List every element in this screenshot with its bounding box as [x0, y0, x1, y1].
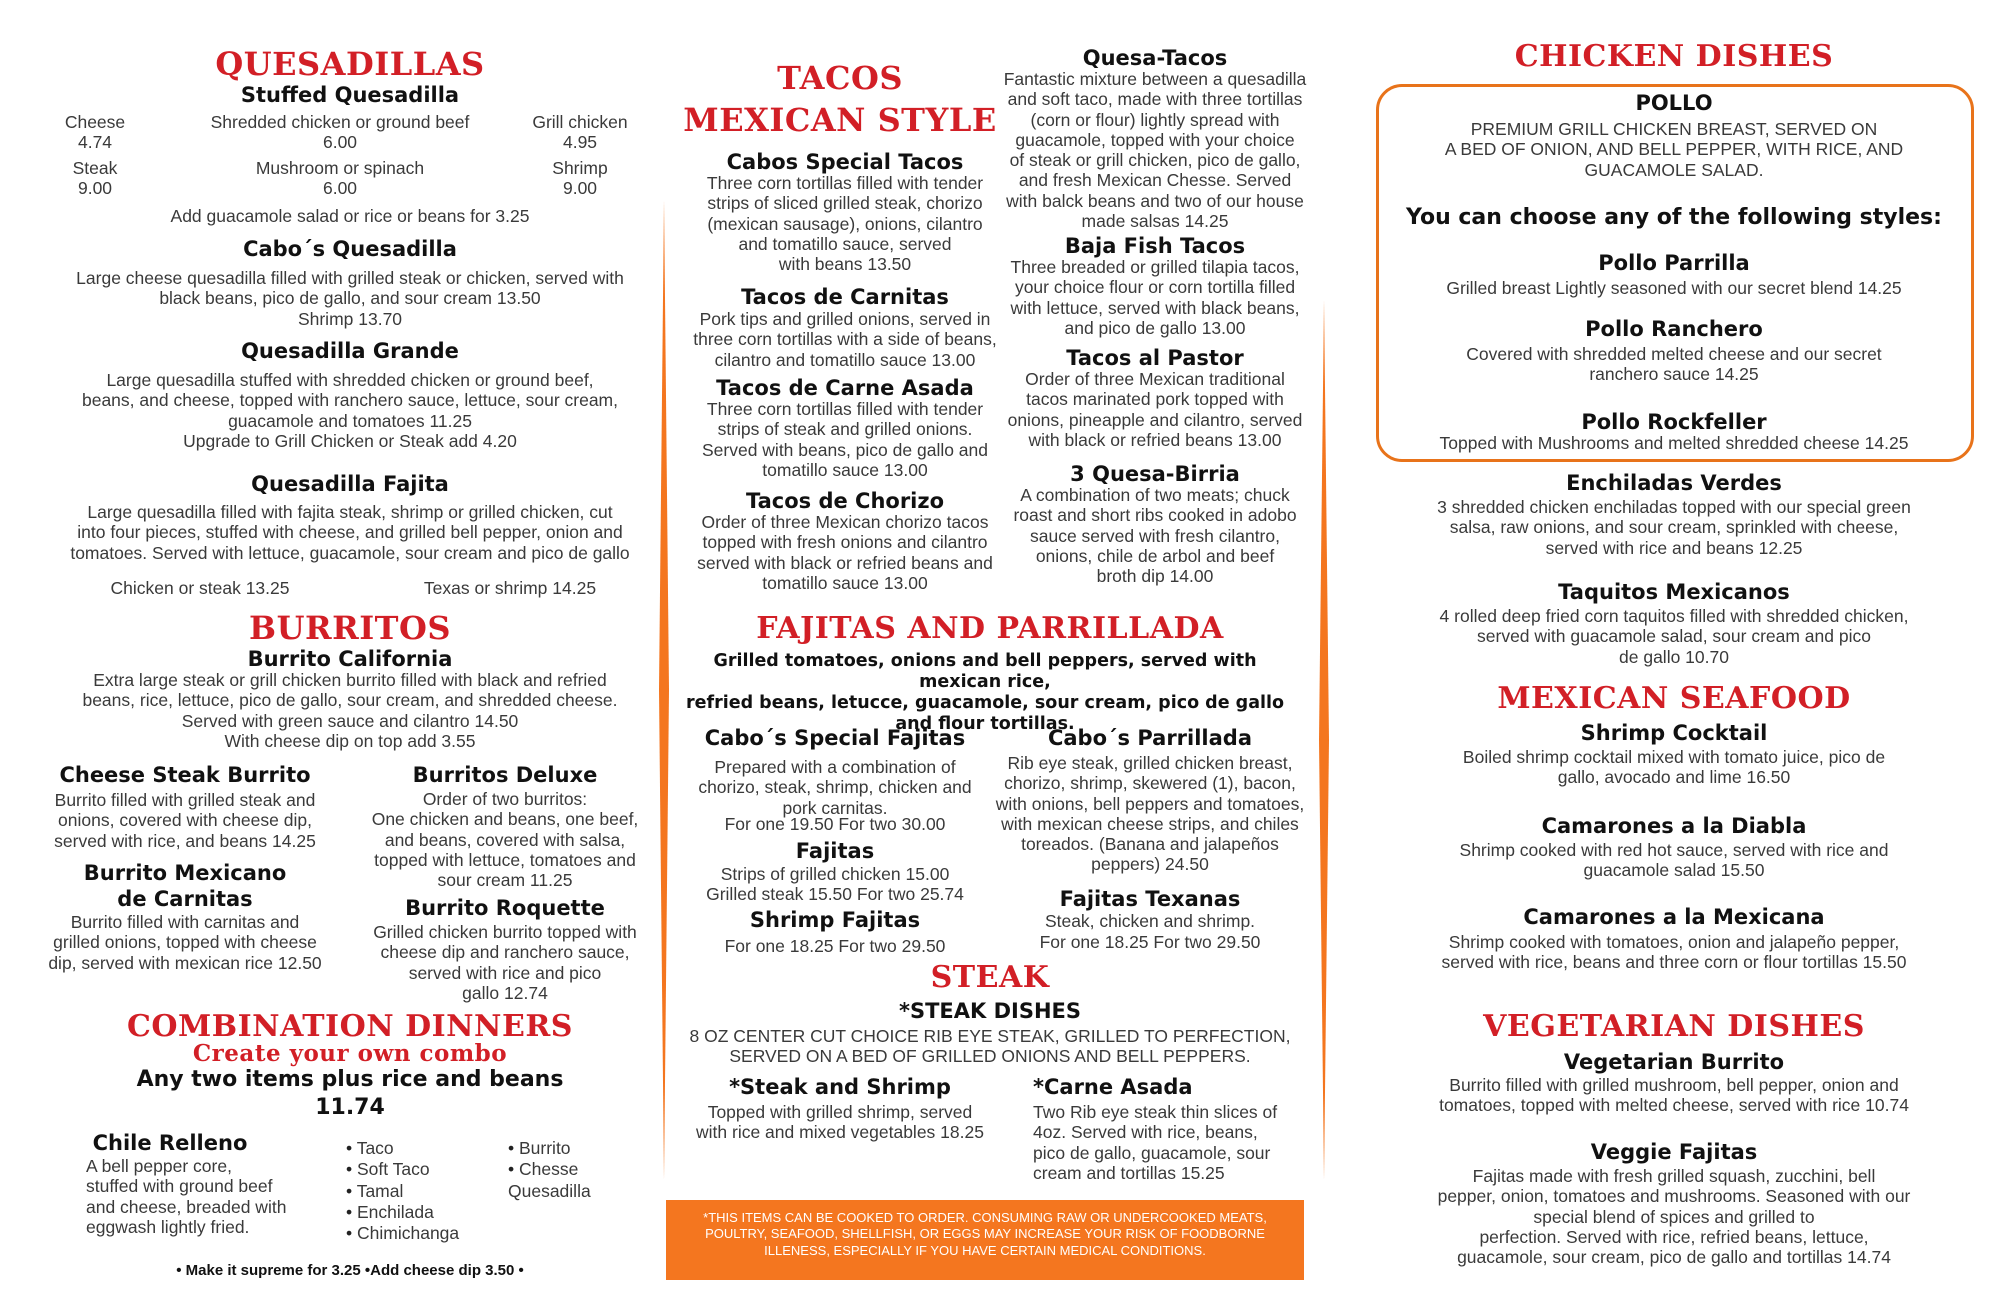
option-mushroom-label: Mushroom or spinach	[255, 158, 425, 178]
tacos-carnitas-title: Tacos de Carnitas	[741, 285, 949, 309]
carne-asada-title: *Carne Asada	[1033, 1075, 1193, 1099]
burrito-carnitas-title-2: de Carnitas	[117, 887, 253, 911]
cheese-steak-burrito-desc: Burrito filled with grilled steak and onions, covered with cheese dip, served with rice, and beans 14.25	[54, 790, 316, 851]
enchiladas-verdes-desc: 3 shredded chicken enchiladas topped with our special green salsa, raw onions, and sour cream, sprinkled with cheese, served with rice and beans 12.25	[1437, 497, 1911, 558]
shrimp-fajitas-title: Shrimp Fajitas	[749, 908, 921, 932]
enchiladas-verdes-title: Enchiladas Verdes	[1566, 471, 1782, 495]
quesadillas-heading: QUESADILLAS	[215, 45, 485, 83]
cabos-quesadilla-desc: Large cheese quesadilla filled with grilled steak or chicken, served with black beans, pico de gallo, and sour cream 13.50 Shrimp 13.70	[76, 268, 624, 329]
tacos-pastor-title: Tacos al Pastor	[1066, 346, 1244, 370]
quesa-birria-desc: A combination of two meats; chuck roast and short ribs cooked in adobo sauce served with fresh cilantro, onions, chile de arbol and beef broth dip 14.00	[1013, 485, 1297, 587]
option-cheese-price: 4.74	[77, 132, 113, 152]
raw-food-disclaimer: *THIS ITEMS CAN BE COOKED TO ORDER. CONSUMING RAW OR UNDERCOOKED MEATS, POULTRY, SEAFOOD, SHELLFISH, OR EGGS MAY INCREASE YOUR RISK OF FOODBORNE ILLENESS, ESPECIALLY IF YOU HAVE CERTAIN MEDICAL CONDITIONS.	[666, 1200, 1304, 1280]
mexicana-title: Camarones a la Mexicana	[1523, 905, 1825, 929]
burrito-roquette-title: Burrito Roquette	[405, 896, 605, 920]
choose-styles-line: You can choose any of the following styles:	[1406, 205, 1942, 230]
option-shrimp-label: Shrimp	[552, 158, 608, 178]
quesa-birria-title: 3 Quesa-Birria	[1070, 462, 1240, 486]
stuffed-quesadilla-title: Stuffed Quesadilla	[240, 83, 460, 107]
combo-item: • Tamal	[346, 1181, 496, 1202]
pollo-parrilla-desc: Grilled breast Lightly seasoned with our secret blend 14.25	[1446, 278, 1902, 298]
burritos-deluxe-title: Burritos Deluxe	[412, 763, 598, 787]
combination-price: 11.74	[315, 1095, 385, 1120]
cabos-special-fajitas-title: Cabo´s Special Fajitas	[704, 726, 966, 750]
stuffed-addon: Add guacamole salad or rice or beans for 3.25	[170, 206, 530, 226]
cabos-special-fajitas-desc: Prepared with a combination of chorizo, steak, shrimp, chicken and pork carnitas.	[698, 757, 972, 818]
combo-list-b	[508, 1138, 618, 1202]
diabla-desc: Shrimp cooked with red hot sauce, served with rice and guacamole salad 15.50	[1459, 840, 1889, 881]
quesadilla-fajita-desc: Large quesadilla filled with fajita steak, shrimp or grilled chicken, cut into four pieces, stuffed with cheese, and grilled bell pepper, onion and tomatoes. Served with lettuce, guacamole, sour cream and pico de gallo	[70, 502, 630, 563]
combo-item: • Enchilada	[346, 1202, 496, 1223]
combination-line: Any two items plus rice and beans	[136, 1067, 564, 1092]
option-mushroom-price: 6.00	[322, 178, 358, 198]
option-shredded-price: 6.00	[322, 132, 358, 152]
quesadilla-grande-title: Quesadilla Grande	[241, 339, 459, 363]
combination-footer: • Make it supreme for 3.25 •Add cheese dip 3.50 •	[176, 1262, 524, 1279]
tacos-asada-title: Tacos de Carne Asada	[716, 376, 974, 400]
fajita-price-chicken: Chicken or steak 13.25	[110, 578, 290, 598]
option-grill-chicken-price: 4.95	[562, 132, 598, 152]
shrimp-fajitas-price: For one 18.25 For two 29.50	[724, 936, 946, 956]
combo-item: • Burrito	[508, 1138, 618, 1159]
option-cheese-label: Cheese	[64, 112, 126, 132]
fajitas-texanas-desc: Steak, chicken and shrimp.	[1044, 911, 1256, 931]
tacos-chorizo-desc: Order of three Mexican chorizo tacos topped with fresh onions and cilantro served with black or refried beans and tomatillo sauce 13.00	[697, 512, 993, 593]
burritos-deluxe-desc: Order of two burritos: One chicken and beans, one beef, and beans, covered with salsa, topped with lettuce, tomatoes and sour cream 11.25	[371, 789, 639, 891]
vegetarian-burrito-title: Vegetarian Burrito	[1563, 1050, 1785, 1074]
cabos-tacos-title: Cabos Special Tacos	[726, 150, 964, 174]
pollo-ranchero-desc: Covered with shredded melted cheese and our secret ranchero sauce 14.25	[1466, 344, 1882, 385]
vegetarian-heading: VEGETARIAN DISHES	[1483, 1009, 1865, 1044]
steak-shrimp-desc: Topped with grilled shrimp, served with rice and mixed vegetables 18.25	[696, 1102, 984, 1143]
cabos-tacos-desc: Three corn tortillas filled with tender strips of sliced grilled steak, chorizo (mexican sausage), onions, cilantro and tomatillo sauce, served with beans 13.50	[706, 173, 984, 275]
cabos-special-fajitas-price: For one 19.50 For two 30.00	[724, 814, 946, 834]
quesadilla-grande-desc: Large quesadilla stuffed with shredded chicken or ground beef, beans, and cheese, topped with ranchero sauce, lettuce, sour cream, guacamole and tomatoes 11.25 Upgrade to Grill Chicken or Steak add 4.20	[81, 370, 618, 451]
diabla-title: Camarones a la Diabla	[1541, 814, 1807, 838]
burrito-roquette-desc: Grilled chicken burrito topped with cheese dip and ranchero sauce, served with rice and pico gallo 12.74	[373, 922, 637, 1003]
quesadilla-fajita-title: Quesadilla Fajita	[251, 472, 449, 496]
burritos-heading: BURRITOS	[249, 609, 451, 647]
burrito-carnitas-desc: Burrito filled with carnitas and grilled onions, topped with cheese dip, served with mexican rice 12.50	[48, 912, 322, 973]
fajita-price-texas: Texas or shrimp 14.25	[423, 578, 597, 598]
steak-desc: 8 OZ CENTER CUT CHOICE RIB EYE STEAK, GRILLED TO PERFECTION, SERVED ON A BED OF GRILLED ONIONS AND BELL PEPPERS.	[689, 1026, 1291, 1067]
carne-asada-desc: Two Rib eye steak thin slices of 4oz. Served with rice, beans, pico de gallo, guacamole, sour cream and tortillas 15.25	[1033, 1102, 1278, 1183]
combo-item: • Soft Taco	[346, 1159, 496, 1180]
taquitos-desc: 4 rolled deep fried corn taquitos filled with shredded chicken, served with guacamole salad, sour cream and pico de gallo 10.70	[1439, 606, 1909, 667]
tacos-carnitas-desc: Pork tips and grilled onions, served in three corn tortillas with a side of beans, cilantro and tomatillo sauce 13.00	[693, 309, 997, 370]
option-shrimp-price: 9.00	[562, 178, 598, 198]
shrimp-cocktail-title: Shrimp Cocktail	[1580, 721, 1768, 745]
pollo-rockfeller-desc: Topped with Mushrooms and melted shredded cheese 14.25	[1439, 433, 1909, 453]
option-grill-chicken-label: Grill chicken	[532, 112, 628, 132]
pollo-parrilla-title: Pollo Parrilla	[1598, 251, 1750, 275]
chicken-heading: CHICKEN DISHES	[1514, 39, 1834, 74]
combination-subtitle: Create your own combo	[192, 1040, 508, 1067]
steak-subtitle: *STEAK DISHES	[898, 999, 1082, 1023]
fajitas-texanas-title: Fajitas Texanas	[1059, 887, 1241, 911]
baja-fish-tacos-title: Baja Fish Tacos	[1064, 234, 1246, 258]
combo-item: • Chimichanga	[346, 1223, 496, 1244]
cabos-parrillada-desc: Rib eye steak, grilled chicken breast, chorizo, shrimp, skewered (1), bacon, with onions, bell peppers and tomatoes, with mexican cheese strips, and chiles toreados. (Banana and jalapeños peppers) 24.50	[995, 753, 1305, 875]
baja-fish-tacos-desc: Three breaded or grilled tilapia tacos, your choice flour or corn tortilla filled with lettuce, served with black beans, and pico de gallo 13.00	[1010, 257, 1300, 338]
tacos-heading-1: TACOS	[777, 59, 903, 97]
shrimp-cocktail-desc: Boiled shrimp cocktail mixed with tomato juice, pico de gallo, avocado and lime 16.50	[1462, 747, 1886, 788]
tacos-asada-desc: Three corn tortillas filled with tender strips of steak and grilled onions. Served with beans, pico de gallo and tomatillo sauce 13.00	[701, 399, 989, 480]
veggie-fajitas-title: Veggie Fajitas	[1590, 1140, 1758, 1164]
tacos-pastor-desc: Order of three Mexican traditional tacos marinated pork topped with onions, pineapple and cilantro, served with black or refried beans 13.00	[1007, 369, 1303, 450]
fajitas-title: Fajitas	[795, 839, 875, 863]
combo-item: • Taco	[346, 1138, 496, 1159]
combination-heading: COMBINATION DINNERS	[127, 1009, 573, 1044]
cheese-steak-burrito-title: Cheese Steak Burrito	[59, 763, 311, 787]
pollo-desc: PREMIUM GRILL CHICKEN BREAST, SERVED ON A BED OF ONION, AND BELL PEPPER, WITH RICE, AND GUACAMOLE SALAD.	[1444, 119, 1904, 180]
pollo-rockfeller-title: Pollo Rockfeller	[1581, 410, 1767, 434]
pollo-title: POLLO	[1635, 91, 1713, 115]
mexicana-desc: Shrimp cooked with tomatoes, onion and jalapeño pepper, served with rice, beans and three corn or flour tortillas 15.50	[1441, 932, 1907, 973]
pollo-ranchero-title: Pollo Ranchero	[1585, 317, 1763, 341]
fajitas-texanas-price: For one 18.25 For two 29.50	[1039, 932, 1261, 952]
veggie-fajitas-desc: Fajitas made with fresh grilled squash, zucchini, bell pepper, onion, tomatoes and mushrooms. Seasoned with our special blend of spices and grilled to perfection. Served with rice, refried beans, lettuce, guacamole, sour cream, pico de gallo and tortillas 14.74	[1437, 1166, 1911, 1268]
combo-list-a	[346, 1138, 496, 1245]
burrito-california-title: Burrito California	[247, 647, 453, 671]
option-steak-price: 9.00	[77, 178, 113, 198]
tacos-chorizo-title: Tacos de Chorizo	[745, 489, 945, 513]
fajitas-intro: Grilled tomatoes, onions and bell peppers, served with mexican rice, refried beans, letucce, guacamole, sour cream, pico de gallo and flour tortillas.	[685, 651, 1285, 734]
option-steak-label: Steak	[72, 158, 118, 178]
burrito-carnitas-title-1: Burrito Mexicano	[83, 861, 287, 885]
combo-item: • Chesse Quesadilla	[508, 1159, 618, 1202]
chile-relleno-desc: A bell pepper core, stuffed with ground beef and cheese, breaded with eggwash lightly fried.	[86, 1156, 287, 1237]
chile-relleno-title: Chile Relleno	[92, 1131, 248, 1155]
quesa-tacos-desc: Fantastic mixture between a quesadilla and soft taco, made with three tortillas (corn or flour) lightly spread with guacamole, topped with your choice of steak or grill chicken, pico de gallo, and fresh Mexican Chesse. Served with balck beans and two of our house made salsas 14.25	[1003, 69, 1307, 232]
option-shredded-label: Shredded chicken or ground beef	[210, 112, 470, 132]
quesa-tacos-title: Quesa-Tacos	[1082, 46, 1228, 70]
fajitas-desc: Strips of grilled chicken 15.00 Grilled steak 15.50 For two 25.74	[706, 864, 964, 905]
steak-shrimp-title: *Steak and Shrimp	[729, 1075, 951, 1099]
tacos-heading-2: MEXICAN STYLE	[683, 101, 997, 139]
vegetarian-burrito-desc: Burrito filled with grilled mushroom, bell pepper, onion and tomatoes, topped with melted cheese, served with rice 10.74	[1439, 1075, 1909, 1116]
steak-heading: STEAK	[930, 960, 1050, 995]
cabos-parrillada-title: Cabo´s Parrillada	[1047, 726, 1253, 750]
taquitos-title: Taquitos Mexicanos	[1558, 580, 1790, 604]
seafood-heading: MEXICAN SEAFOOD	[1497, 681, 1851, 716]
cabos-quesadilla-title: Cabo´s Quesadilla	[243, 237, 457, 261]
fajitas-heading: FAJITAS AND PARRILLADA	[756, 611, 1224, 646]
burrito-california-desc: Extra large steak or grill chicken burrito filled with black and refried beans, rice, lettuce, pico de gallo, sour cream, and shredded cheese. Served with green sauce and cilantro 14.50 With cheese dip on top add 3.55	[82, 670, 618, 751]
